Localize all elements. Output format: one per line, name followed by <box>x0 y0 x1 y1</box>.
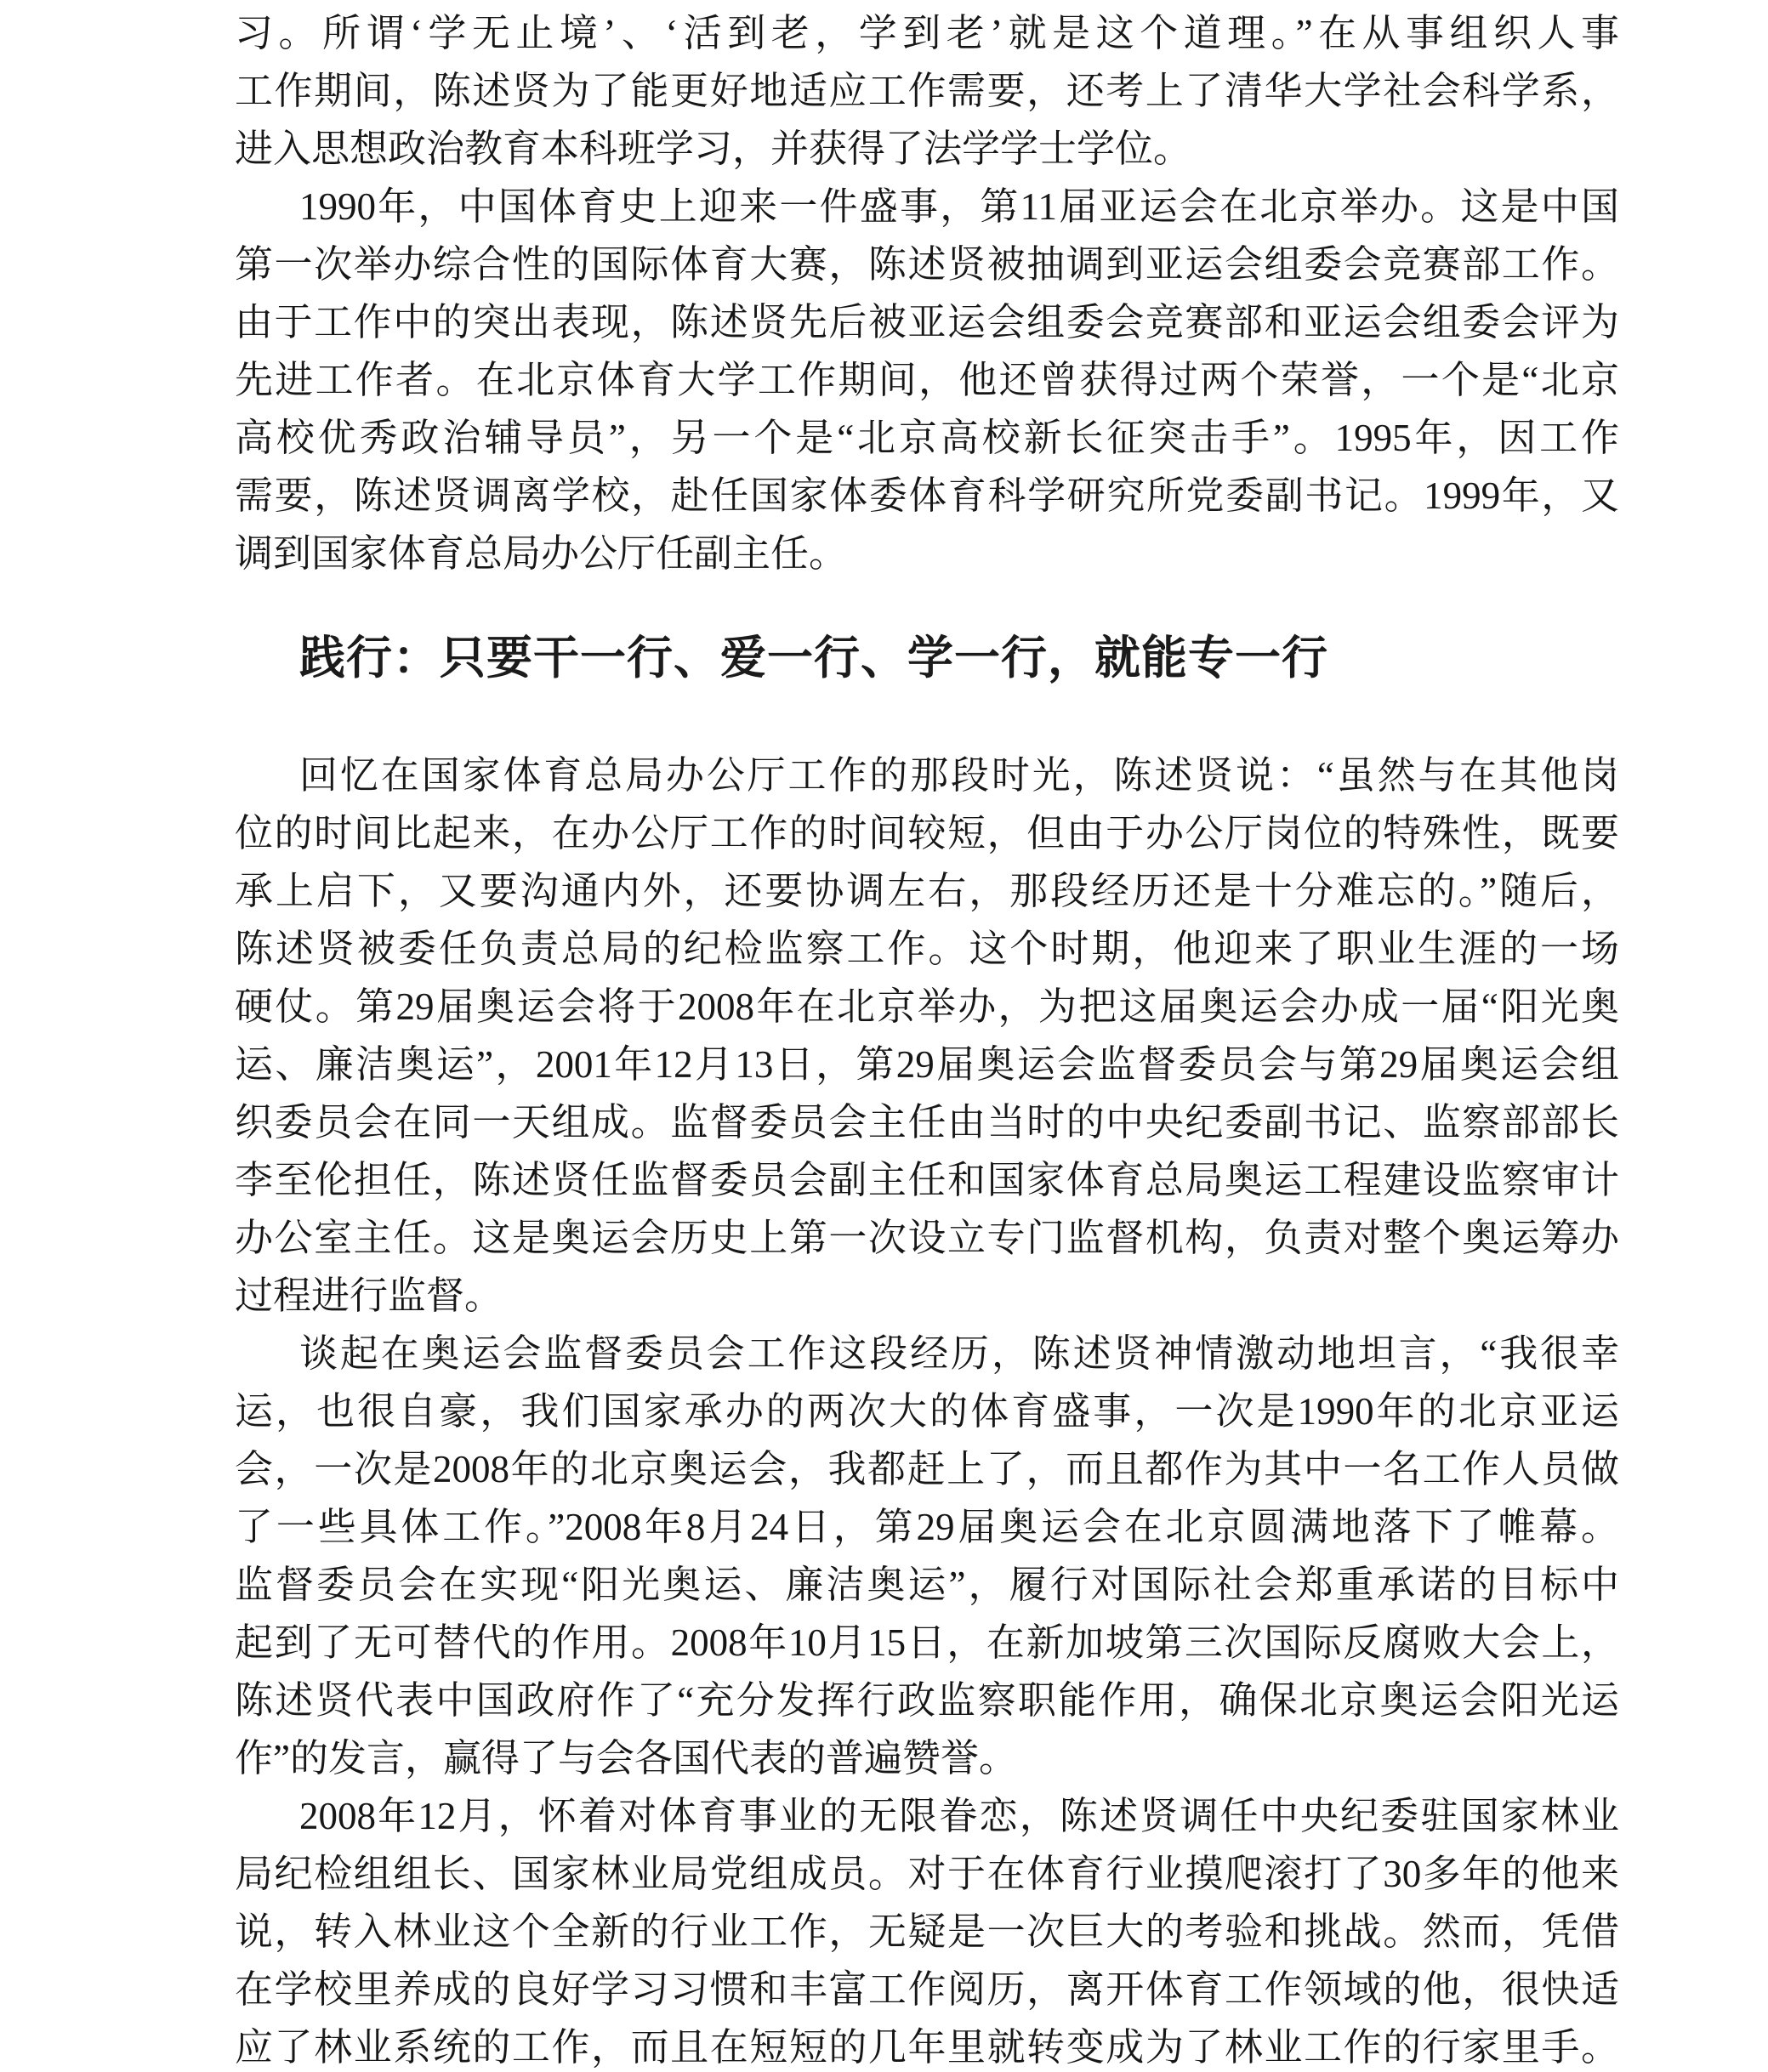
text-line: 习。所谓‘学无止境’、‘活到老，学到老’就是这个道理。”在从事组织人事 <box>235 12 1619 54</box>
text-line: 起到了无可替代的作用。2008年10月15日，在新加坡第三次国际反腐败大会上， <box>235 1621 1619 1664</box>
text-line: 硬仗。第29届奥运会将于2008年在北京举办，为把这届奥运会办成一届“阳光奥 <box>235 985 1619 1028</box>
text-line: 织委员会在同一天组成。监督委员会主任由当时的中央纪委副书记、监察部部长 <box>235 1101 1619 1144</box>
text-line: 陈述贤被委任负责总局的纪检监察工作。这个时期，他迎来了职业生涯的一场 <box>235 928 1619 970</box>
text-line: 承上启下，又要沟通内外，还要协调左右，那段经历还是十分难忘的。”随后， <box>235 870 1619 912</box>
text-line: 陈述贤代表中国政府作了“充分发挥行政监察职能作用，确保北京奥运会阳光运 <box>235 1679 1619 1722</box>
text-line: 高校优秀政治辅导员”，另一个是“北京高校新长征突击手”。1995年，因工作 <box>235 417 1619 459</box>
section-heading: 践行：只要干一行、爱一行、学一行，就能专一行 <box>299 633 1328 684</box>
text-column <box>235 4 1619 2072</box>
paragraph <box>235 178 1619 582</box>
text-line: 运、廉洁奥运”，2001年12月13日，第29届奥运会监督委员会与第29届奥运会组 <box>235 1043 1619 1086</box>
text-line: 办公室主任。这是奥运会历史上第一次设立专门监督机构，负责对整个奥运筹办 <box>235 1217 1619 1259</box>
paragraph <box>235 4 1619 178</box>
text-line: 说，转入林业这个全新的行业工作，无疑是一次巨大的考验和挑战。然而，凭借 <box>235 1910 1619 1953</box>
text-line: 位的时间比起来，在办公厅工作的时间较短，但由于办公厅岗位的特殊性，既要 <box>235 812 1619 854</box>
paragraph <box>235 746 1619 1325</box>
text-line: 会，一次是2008年的北京奥运会，我都赶上了，而且都作为其中一名工作人员做 <box>235 1448 1619 1490</box>
text-line: 进入思想政治教育本科班学习，并获得了法学学士学位。 <box>235 128 1192 170</box>
text-line: 2008年12月，怀着对体育事业的无限眷恋，陈述贤调任中央纪委驻国家林业 <box>299 1795 1619 1837</box>
text-line: 1990年，中国体育史上迎来一件盛事，第11届亚运会在北京举办。这是中国 <box>299 185 1619 228</box>
text-line: 需要，陈述贤调离学校，赴任国家体委体育科学研究所党委副书记。1999年，又 <box>235 474 1619 517</box>
text-line: 第一次举办综合性的国际体育大赛，陈述贤被抽调到亚运会组委会竞赛部工作。 <box>235 243 1619 286</box>
text-line: 在学校里养成的良好学习习惯和丰富工作阅历，离开体育工作领域的他，很快适 <box>235 1968 1619 2011</box>
text-line: 由于工作中的突出表现，陈述贤先后被亚运会组委会竞赛部和亚运会组委会评为 <box>235 301 1619 343</box>
text-line: 监督委员会在实现“阳光奥运、廉洁奥运”，履行对国际社会郑重承诺的目标中 <box>235 1564 1619 1606</box>
text-line: 谈起在奥运会监督委员会工作这段经历，陈述贤神情激动地坦言，“我很幸 <box>299 1332 1619 1375</box>
text-line: 应了林业系统的工作，而且在短短的几年里就转变成为了林业工作的行家里手。 <box>235 2026 1619 2069</box>
text-line: 运，也很自豪，我们国家承办的两次大的体育盛事，一次是1990年的北京亚运 <box>235 1390 1619 1433</box>
text-line: 工作期间，陈述贤为了能更好地适应工作需要，还考上了清华大学社会科学系， <box>235 70 1619 112</box>
paragraph <box>235 1325 1619 1787</box>
paragraph <box>235 1787 1619 2072</box>
text-line: 回忆在国家体育总局办公厅工作的那段时光，陈述贤说：“虽然与在其他岗 <box>299 754 1619 797</box>
text-line: 调到国家体育总局办公厅任副主任。 <box>235 532 848 575</box>
text-line: 局纪检组组长、国家林业局党组成员。对于在体育行业摸爬滚打了30多年的他来 <box>235 1853 1619 1895</box>
text-line: 李至伦担任，陈述贤任监督委员会副主任和国家体育总局奥运工程建设监察审计 <box>235 1159 1619 1201</box>
text-line: 了一些具体工作。”2008年8月24日，第29届奥运会在北京圆满地落下了帷幕。 <box>235 1506 1619 1548</box>
text-line: 过程进行监督。 <box>235 1274 503 1317</box>
text-line: 先进工作者。在北京体育大学工作期间，他还曾获得过两个荣誉，一个是“北京 <box>235 359 1619 401</box>
text-line: 作”的发言，赢得了与会各国代表的普遍赞誉。 <box>235 1737 1017 1780</box>
